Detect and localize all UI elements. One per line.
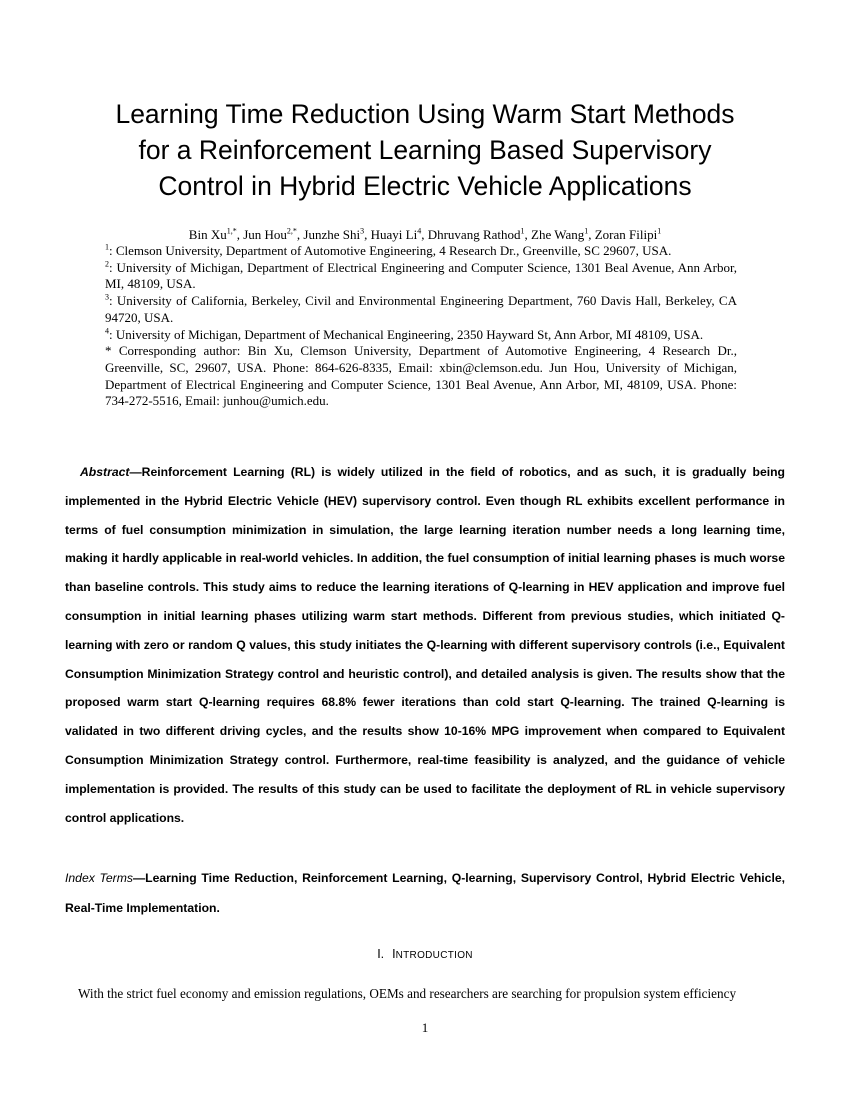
author-affiliation-mark: 4 [417,226,422,236]
index-terms [65,864,785,923]
page-number: 1 [421,1020,429,1035]
title-line: for a Reinforcement Learning Based Supervisory [138,135,712,165]
affiliation-text: : Clemson University, Department of Automotive Engineering, 4 Research Dr., Greenville, SC 29607, USA. [109,243,672,258]
index-terms-text: —Learning Time Reduction, Reinforcement Learning, Q-learning, Supervisory Control, Hybrid Electric Vehicle, Real-Time Implementation. [65,871,786,915]
affiliation-item [105,243,737,260]
paper-title [70,96,780,204]
affiliations-block [105,243,737,410]
affiliation-text: : University of Michigan, Department of Mechanical Engineering, 2350 Hayward St, Ann Arbor, MI 48109, USA. [109,326,704,342]
abstract-label: Abstract [80,465,130,479]
affiliation-mark: 3 [105,292,109,302]
author-list: Bin $Xu^{1,*}$, Jun Hou$^{2,*}$, Junzhe Shi$^3$, Huayi Li$^4$, Dhruvang Rathod$^1$, Zhe Wang$^1$, Zoran Filipi$^1$ [188,226,662,242]
author-affiliation-mark: 1,* [226,226,237,236]
author-name: Bin Xu [188,227,227,242]
affiliation-mark: 1 [105,242,109,252]
affiliation-item [105,327,737,344]
affiliation-mark: 2 [105,259,109,269]
affiliation-item [105,293,737,326]
body-paragraph: With the strict fuel economy and emission regulations, OEMs and researchers are searching for propulsion system efficiency [78,986,737,1001]
author-affiliation-mark: 1 [657,226,662,236]
abstract [65,458,785,832]
index-terms-label: Index Terms [65,871,133,885]
author-name: Zhe Wang [531,227,585,242]
affiliation-mark: 4 [105,326,109,336]
author-name: Junzhe Shi [303,227,361,242]
section-title-initial: I [392,947,396,961]
author-affiliation-mark: 2,* [286,226,297,236]
section-heading [0,945,850,965]
affiliation-text: : University of Michigan, Department of Electrical Engineering and Computer Science, 1301 Beal Avenue, Ann Arbor, MI, 48109, USA. [105,259,737,292]
corresponding-author: * Corresponding author: Bin Xu, Clemson University, Department of Automotive Engineering, 4 Research Dr., Greenville, SC, 29607, USA. Phone: 864-626-8335, Email: xbin@clemson.edu. Jun Hou, University of Michigan, Department of Electrical Engineering and Computer Science, 1301 Beal Avenue, Ann Arbor, MI, 48109, USA. Phone: 734-272-5516, Email: junhou@umich.edu. [105,343,737,409]
section-number: I. [377,947,385,961]
section-title-rest: NTRODUCTION [395,950,473,961]
title-line: Learning Time Reduction Using Warm Start Methods [115,99,735,129]
title-line: Control in Hybrid Electric Vehicle Applications [158,171,692,201]
author-name: Dhruvang Rathod [427,227,521,242]
author-affiliation-mark: 1 [520,226,525,236]
affiliation-item [105,260,737,293]
author-affiliation-mark: 3 [360,226,365,236]
author-affiliation-mark: 1 [584,226,589,236]
abstract-text: —Reinforcement Learning (RL) is widely utilized in the field of robotics, and as such, it is gradually being implemented in the Hybrid Electric Vehicle (HEV) supervisory control. Even though RL exhibits excellent performance in terms of fuel consumption minimization in simulation, the large learning iteration number needs a long learning time, making it hardly applicable in real-world vehicles. In addition, the fuel consumption of initial learning phases is much worse than baseline controls. This study aims to reduce the learning iterations of Q-learning in HEV application and improve fuel consumption in initial learning phases utilizing warm start methods. Different from previous studies, which initiated Q-learning with zero or random Q values, this study initiates the Q-learning with different supervisory controls (i.e., Equivalent Consumption Minimization Strategy control and heuristic control), and detailed analysis is given. The results show that the proposed warm start Q-learning requires 68.8% fewer iterations than cold start Q-learning. The trained Q-learning is validated in two different driving cycles, and the results show 10-16% MPG improvement when compared to Equivalent Consumption Minimization Strategy control. Furthermore, real-time feasibility is analyzed, and the guidance of vehicle implementation is provided. The results of this study can be used to facilitate the deployment of RL in vehicle supervisory control applications. [65,465,785,825]
affiliation-text: : University of California, Berkeley, Civil and Environmental Engineering Department, 760 Davis Hall, Berkeley, CA 94720, USA. [105,293,737,325]
author-name: Zoran Filipi [594,227,658,242]
author-name: Huayi Li [370,227,418,242]
author-name: Jun Hou [243,227,287,242]
